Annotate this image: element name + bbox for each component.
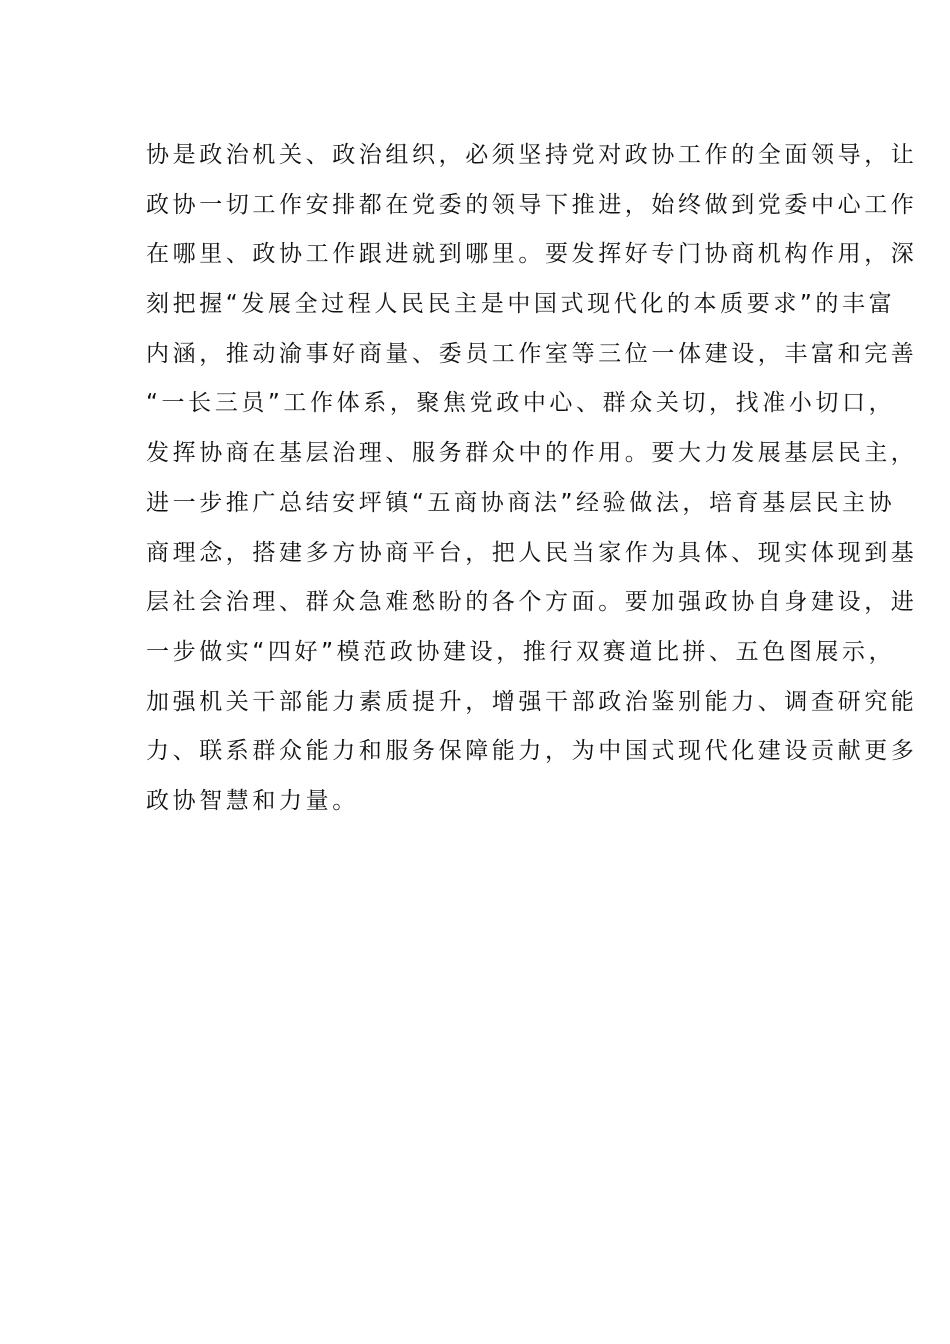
paragraph-line: 发挥协商在基层治理、服务群众中的作用。要大力发展基层民主， <box>146 440 918 467</box>
paragraph-line: 一步做实“四好”模范政协建设，推行双赛道比拼、五色图展示， <box>146 638 896 665</box>
body-paragraph <box>146 131 918 827</box>
paragraph-line: 商理念，搭建多方协商平台，把人民当家作为具体、现实体现到基 <box>146 539 918 566</box>
paragraph-line: 内涵，推动渝事好商量、委员工作室等三位一体建设，丰富和完善 <box>146 340 918 367</box>
paragraph-line: 在哪里、政协工作跟进就到哪里。要发挥好专门协商机构作用，深 <box>146 241 918 268</box>
paragraph-line: 力、联系群众能力和服务保障能力，为中国式现代化建设贡献更多 <box>146 738 918 765</box>
paragraph-line: “一长三员”工作体系，聚焦党政中心、群众关切，找准小切口， <box>146 390 896 417</box>
paragraph-line: 政协智慧和力量。 <box>146 787 359 814</box>
paragraph-line: 政协一切工作安排都在党委的领导下推进，始终做到党委中心工作 <box>146 191 918 218</box>
paragraph-line: 进一步推广总结安坪镇“五商协商法”经验做法，培育基层民主协 <box>146 489 896 516</box>
paragraph-line: 刻把握“发展全过程人民民主是中国式现代化的本质要求”的丰富 <box>146 291 896 318</box>
paragraph-line: 协是政治机关、政治组织，必须坚持党对政协工作的全面领导，让 <box>146 142 918 168</box>
paragraph-line: 层社会治理、群众急难愁盼的各个方面。要加强政协自身建设，进 <box>146 589 918 616</box>
paragraph-line: 加强机关干部能力素质提升，增强干部政治鉴别能力、调查研究能 <box>146 688 918 715</box>
